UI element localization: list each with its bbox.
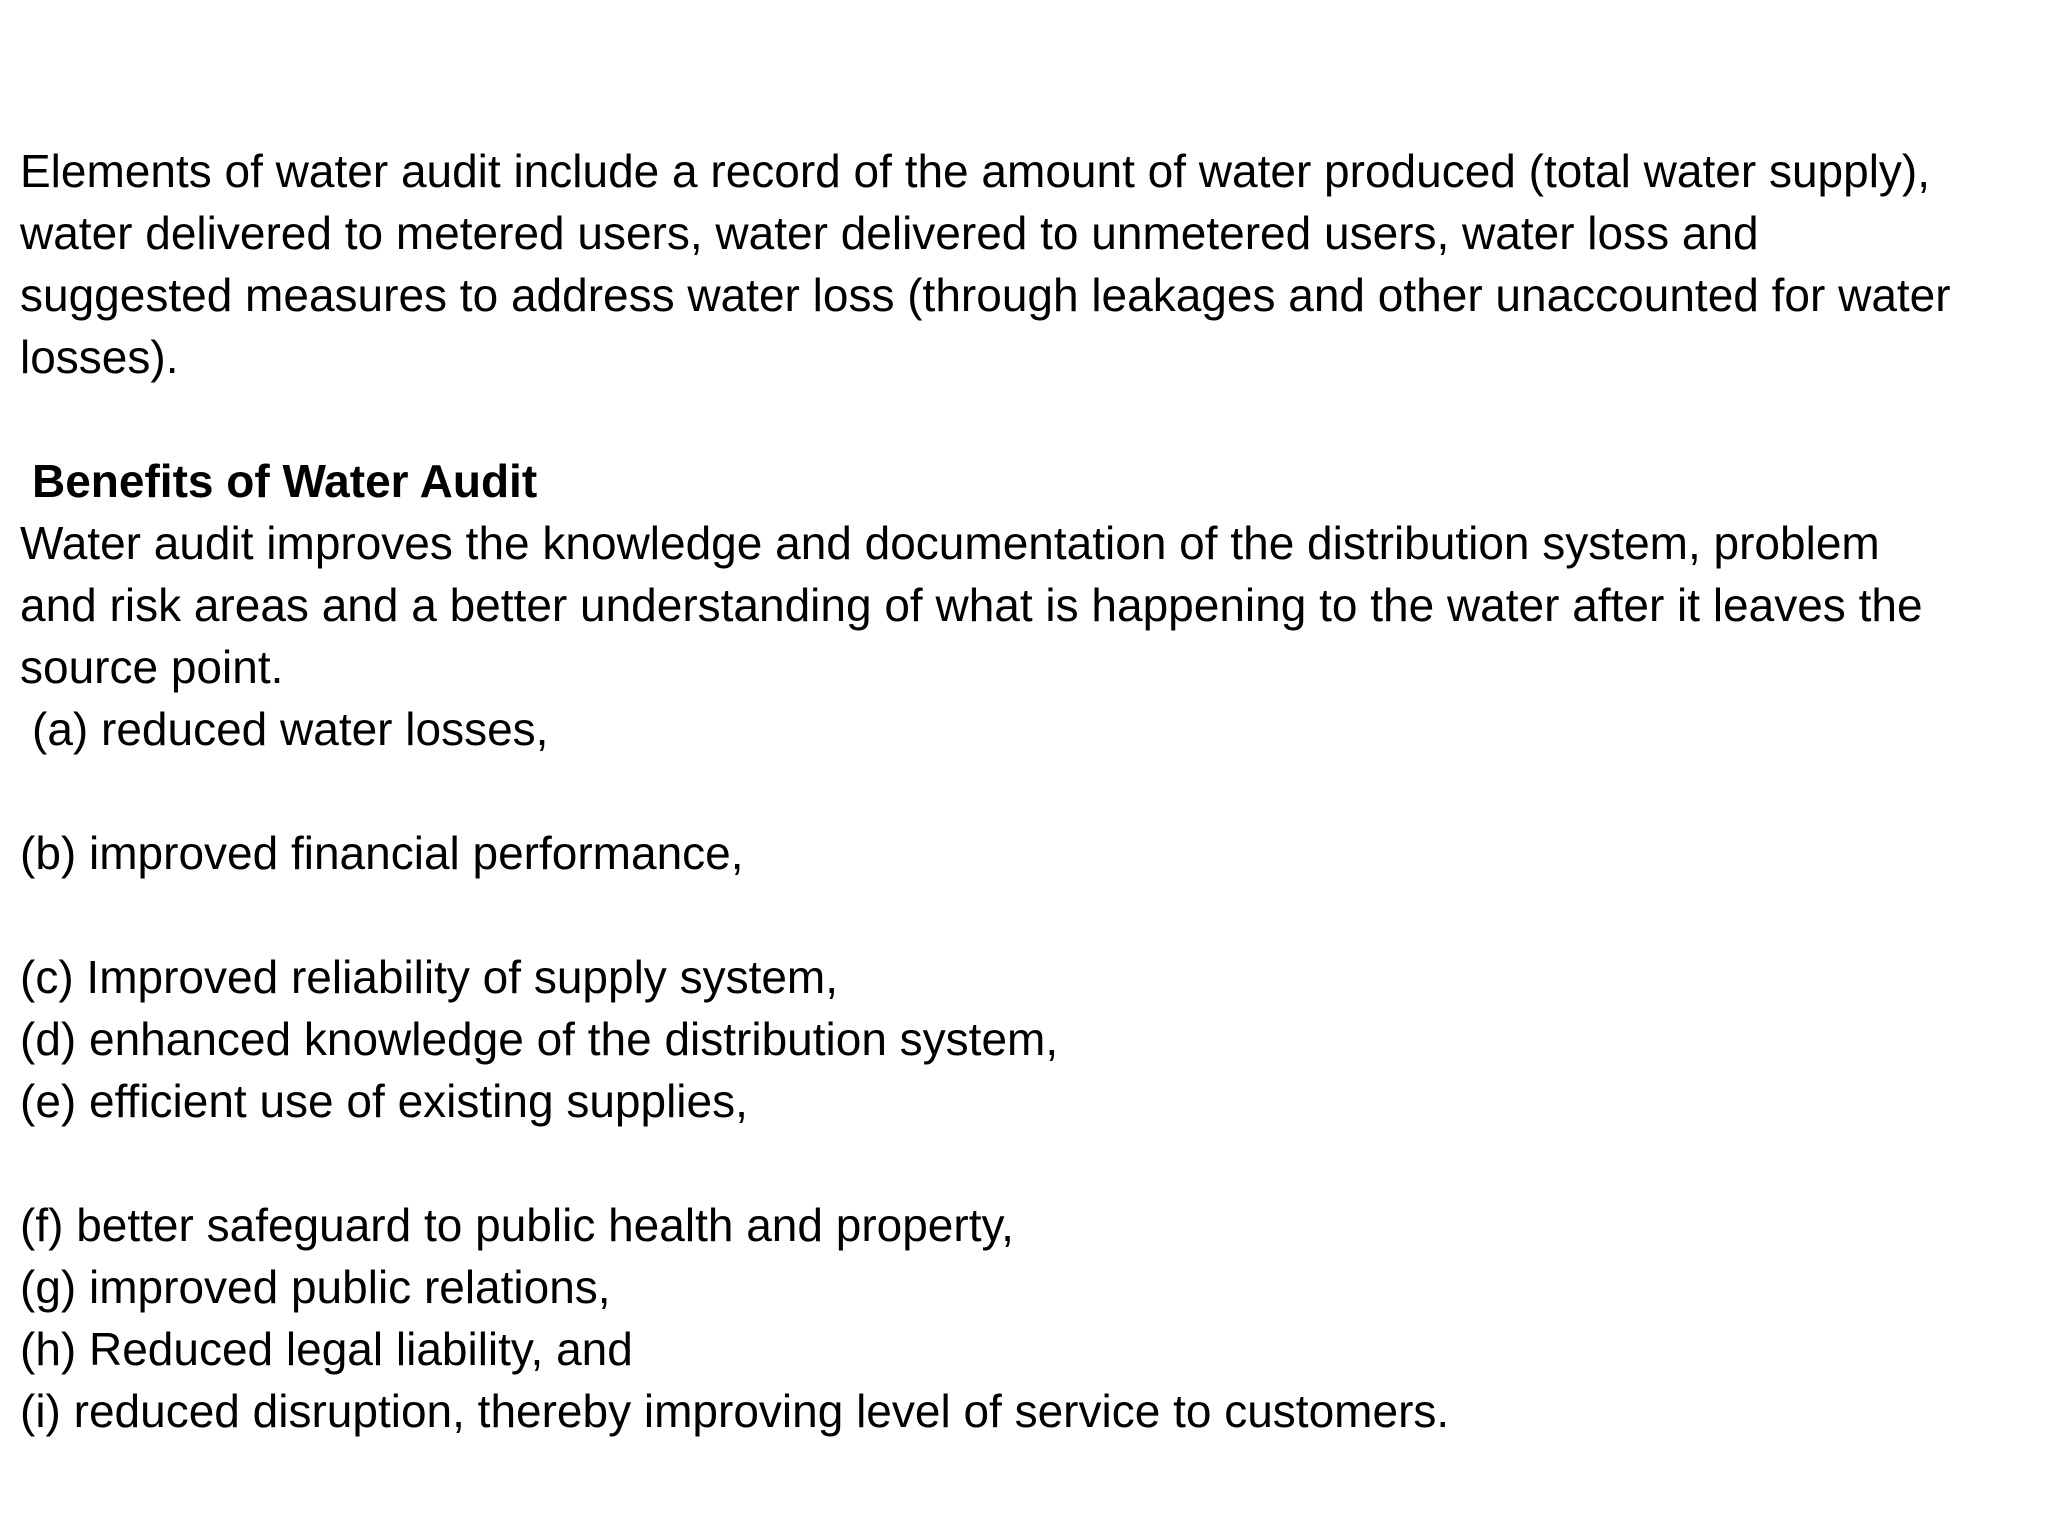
description-line: and risk areas and a better understanding of what is happening to the water after it leaves the <box>20 579 1923 631</box>
spacer <box>20 1132 2030 1194</box>
spacer <box>20 884 2030 946</box>
spacer <box>20 388 2030 450</box>
spacer <box>20 760 2030 822</box>
benefit-item-d: (d) enhanced knowledge of the distribution system, <box>20 1013 1059 1065</box>
intro-line: water delivered to metered users, water delivered to unmetered users, water loss and <box>20 207 1759 259</box>
intro-line: Elements of water audit include a record of the amount of water produced (total water supply), <box>20 145 1931 197</box>
benefit-item-a: (a) reduced water losses, <box>32 703 549 755</box>
benefit-item-g: (g) improved public relations, <box>20 1261 611 1313</box>
description-line: Water audit improves the knowledge and documentation of the distribution system, problem <box>20 517 1880 569</box>
slide-content <box>20 140 2030 1442</box>
benefits-heading: Benefits of Water Audit <box>32 455 538 507</box>
intro-line: suggested measures to address water loss (through leakages and other unaccounted for water <box>20 269 1951 321</box>
benefit-item-h: (h) Reduced legal liability, and <box>20 1323 633 1375</box>
benefit-item-i: (i) reduced disruption, thereby improving level of service to customers. <box>20 1385 1450 1437</box>
benefit-item-c: (c) Improved reliability of supply system, <box>20 951 839 1003</box>
intro-paragraph <box>20 140 2030 388</box>
intro-line: losses). <box>20 331 179 383</box>
benefit-item-e: (e) efficient use of existing supplies, <box>20 1075 748 1127</box>
description-line: source point. <box>20 641 284 693</box>
benefit-item-b: (b) improved financial performance, <box>20 827 744 879</box>
benefit-item-f: (f) better safeguard to public health and property, <box>20 1199 1014 1251</box>
benefits-description <box>20 512 2030 698</box>
